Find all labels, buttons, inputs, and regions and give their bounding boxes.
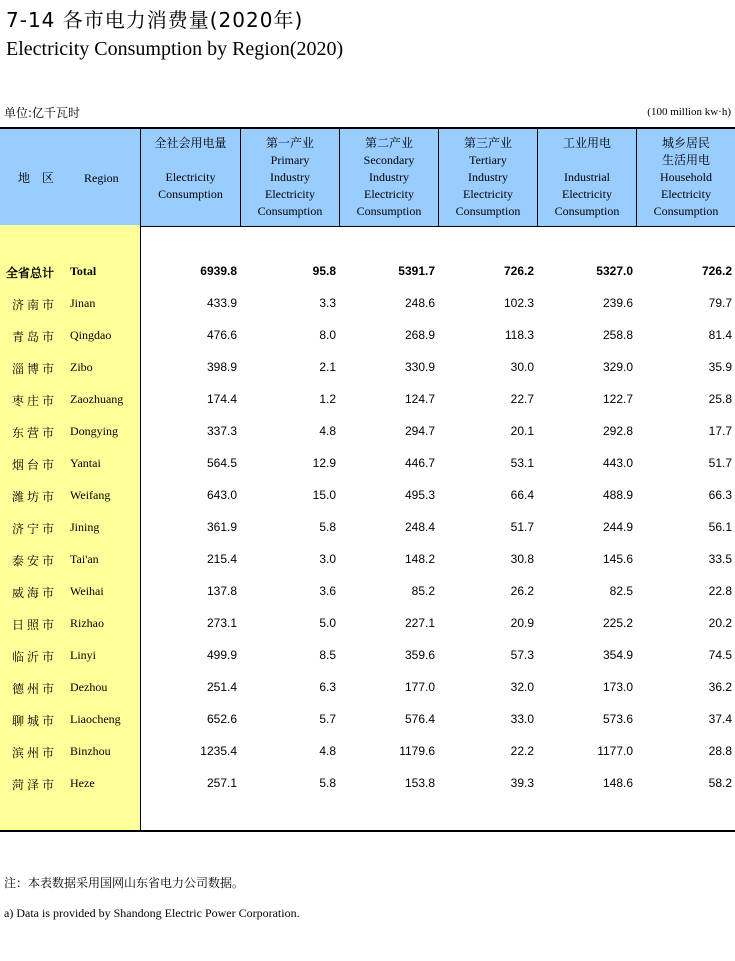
cell-value: 51.7 (510, 520, 534, 534)
cell-value: 239.6 (602, 296, 633, 310)
cell-value: 726.2 (503, 264, 534, 278)
cell-value: 225.2 (602, 616, 633, 630)
cell-value: 292.8 (602, 424, 633, 438)
cell-value: 294.7 (404, 424, 435, 438)
cell-value: 95.8 (312, 264, 336, 278)
table-header (0, 127, 735, 227)
region-name-cn: 威海市 (12, 586, 58, 600)
header-col-primary (240, 129, 339, 226)
region-name-en: Liaocheng (70, 712, 121, 726)
cell-value: 446.7 (404, 456, 435, 470)
cell-value: 3.3 (319, 296, 336, 310)
cell-value: 66.4 (510, 488, 534, 502)
region-name-en: Binzhou (70, 744, 111, 758)
header-col-tertiary-cn: 第三产业 (463, 136, 512, 150)
header-col-total-en3: Consumption (158, 187, 223, 201)
table-row (0, 710, 735, 730)
cell-value: 26.2 (510, 584, 534, 598)
cell-value: 58.2 (708, 776, 732, 790)
page-title-en: Electricity Consumption by Region(2020) (6, 38, 344, 60)
header-col-household-cn: 城乡居民 (661, 136, 710, 150)
cell-value: 6.3 (319, 680, 336, 694)
cell-value: 268.9 (404, 328, 435, 342)
cell-value: 573.6 (602, 712, 633, 726)
cell-value: 248.4 (404, 520, 435, 534)
table-row (0, 454, 735, 474)
unit-label-cn: 单位:亿千瓦时 (4, 106, 81, 120)
cell-value: 22.8 (708, 584, 732, 598)
region-name-en: Jinan (70, 296, 96, 310)
region-name-cn: 临沂市 (12, 650, 58, 664)
region-name-en: Qingdao (70, 328, 112, 342)
cell-value: 726.2 (701, 264, 732, 278)
cell-value: 57.3 (510, 648, 534, 662)
region-name-cn: 日照市 (12, 618, 58, 632)
cell-value: 33.0 (510, 712, 534, 726)
header-col-secondary-en3: Electricity (364, 187, 414, 201)
cell-value: 488.9 (602, 488, 633, 502)
header-col-secondary-en4: Consumption (356, 204, 422, 218)
unit-label-en: (100 million kw·h) (647, 106, 731, 118)
header-col-tertiary-en1: Tertiary (469, 153, 507, 167)
cell-value: 576.4 (404, 712, 435, 726)
cell-value: 148.6 (602, 776, 633, 790)
table-row (0, 294, 735, 314)
cell-value: 25.8 (708, 392, 732, 406)
cell-value: 354.9 (602, 648, 633, 662)
header-col-household (636, 129, 735, 226)
cell-value: 177.0 (404, 680, 435, 694)
cell-value: 1235.4 (200, 744, 237, 758)
header-col-total-en2: Electricity (165, 170, 216, 184)
header-col-household-cn2: 生活用电 (661, 153, 710, 167)
cell-value: 443.0 (602, 456, 633, 470)
cell-value: 173.0 (602, 680, 633, 694)
table-row (0, 582, 735, 602)
region-name-cn: 泰安市 (12, 554, 58, 568)
cell-value: 79.7 (708, 296, 732, 310)
region-name-cn: 德州市 (12, 682, 58, 696)
cell-value: 6939.8 (200, 264, 237, 278)
cell-value: 1179.6 (399, 744, 435, 758)
cell-value: 37.4 (708, 712, 732, 726)
cell-value: 20.2 (708, 616, 732, 630)
cell-value: 153.8 (404, 776, 435, 790)
region-name-cn: 滨州市 (12, 746, 58, 760)
cell-value: 56.1 (708, 520, 732, 534)
region-name-cn: 枣庄市 (12, 394, 58, 408)
header-col-tertiary-en3: Electricity (463, 187, 513, 201)
cell-value: 273.1 (206, 616, 237, 630)
region-name-en: Dongying (70, 424, 118, 438)
table-row (0, 742, 735, 762)
region-name-en: Zibo (70, 360, 93, 374)
cell-value: 30.8 (510, 552, 534, 566)
cell-value: 359.6 (404, 648, 435, 662)
table-row (0, 678, 735, 698)
region-name-cn: 菏泽市 (12, 778, 58, 792)
region-name-cn: 聊城市 (12, 714, 58, 728)
header-col-total (140, 129, 240, 226)
table-row (0, 486, 735, 506)
region-name-en: Total (70, 264, 97, 278)
cell-value: 85.2 (411, 584, 435, 598)
cell-value: 337.3 (206, 424, 237, 438)
cell-value: 476.6 (206, 328, 237, 342)
region-name-cn: 全省总计 (6, 266, 55, 280)
cell-value: 20.9 (510, 616, 534, 630)
cell-value: 174.4 (206, 392, 237, 406)
cell-value: 4.8 (319, 744, 336, 758)
region-name-cn: 济宁市 (12, 522, 58, 536)
cell-value: 5.7 (319, 712, 336, 726)
cell-value: 3.0 (319, 552, 336, 566)
cell-value: 4.8 (319, 424, 336, 438)
cell-value: 329.0 (602, 360, 633, 374)
cell-value: 5.8 (319, 520, 336, 534)
cell-value: 361.9 (206, 520, 237, 534)
header-col-primary-en2: Industry (270, 170, 310, 184)
table-row (0, 550, 735, 570)
cell-value: 36.2 (708, 680, 732, 694)
header-col-primary-cn: 第一产业 (265, 136, 314, 150)
cell-value: 398.9 (206, 360, 237, 374)
cell-value: 17.7 (708, 424, 732, 438)
header-col-primary-en3: Electricity (265, 187, 315, 201)
region-name-en: Heze (70, 776, 95, 790)
cell-value: 74.5 (708, 648, 732, 662)
cell-value: 122.7 (602, 392, 633, 406)
header-col-household-en3: Consumption (653, 204, 719, 218)
region-name-en: Yantai (70, 456, 101, 470)
header-col-secondary (339, 129, 438, 226)
header-col-secondary-en1: Secondary (363, 153, 415, 167)
cell-value: 8.5 (319, 648, 336, 662)
cell-value: 81.4 (708, 328, 732, 342)
cell-value: 124.7 (404, 392, 435, 406)
region-name-en: Dezhou (70, 680, 108, 694)
region-name-cn: 淄博市 (12, 362, 58, 376)
cell-value: 148.2 (404, 552, 435, 566)
cell-value: 22.2 (510, 744, 534, 758)
cell-value: 33.5 (708, 552, 732, 566)
cell-value: 102.3 (503, 296, 534, 310)
cell-value: 39.3 (510, 776, 534, 790)
header-col-total-cn: 全社会用电量 (154, 136, 227, 150)
cell-value: 51.7 (708, 456, 732, 470)
cell-value: 1177.0 (597, 744, 633, 758)
table-row (0, 326, 735, 346)
region-name-en: Tai'an (70, 552, 99, 566)
region-name-cn: 潍坊市 (12, 490, 58, 504)
header-col-industrial-en3: Electricity (562, 187, 612, 201)
cell-value: 244.9 (602, 520, 633, 534)
cell-value: 30.0 (510, 360, 534, 374)
cell-value: 433.9 (206, 296, 237, 310)
region-name-en: Weifang (70, 488, 111, 502)
cell-value: 3.6 (319, 584, 336, 598)
page-title-cn: 7-14 各市电力消费量(2020年) (6, 8, 304, 32)
cell-value: 5.8 (319, 776, 336, 790)
header-col-secondary-en2: Industry (369, 170, 409, 184)
cell-value: 5.0 (319, 616, 336, 630)
region-name-en: Weihai (70, 584, 104, 598)
cell-value: 2.1 (319, 360, 336, 374)
cell-value: 137.8 (206, 584, 237, 598)
footnote-en: a) Data is provided by Shandong Electric Power Corporation. (4, 906, 300, 920)
header-col-primary-en4: Consumption (257, 204, 323, 218)
cell-value: 66.3 (708, 488, 732, 502)
region-name-cn: 东营市 (12, 426, 58, 440)
cell-value: 643.0 (206, 488, 237, 502)
cell-value: 22.7 (510, 392, 534, 406)
region-name-en: Rizhao (70, 616, 104, 630)
region-name-en: Zaozhuang (70, 392, 124, 406)
cell-value: 1.2 (319, 392, 336, 406)
header-col-industrial-en4: Consumption (554, 204, 620, 218)
header-col-industrial-cn: 工业用电 (562, 136, 611, 150)
cell-value: 227.1 (404, 616, 435, 630)
cell-value: 8.0 (319, 328, 336, 342)
table-row (0, 614, 735, 634)
cell-value: 53.1 (510, 456, 534, 470)
cell-value: 15.0 (312, 488, 336, 502)
cell-value: 20.1 (510, 424, 534, 438)
region-name-cn: 烟台市 (12, 458, 58, 472)
header-region-cn: 地 区 (18, 171, 58, 185)
table-row (0, 774, 735, 794)
cell-value: 82.5 (609, 584, 633, 598)
cell-value: 652.6 (206, 712, 237, 726)
table-row (0, 518, 735, 538)
header-col-tertiary-en2: Industry (468, 170, 508, 184)
cell-value: 5391.7 (398, 264, 435, 278)
header-col-industrial-en2: Industrial (564, 170, 610, 184)
footnote-cn: 注：本表数据采用国网山东省电力公司数据。 (4, 876, 245, 890)
cell-value: 248.6 (404, 296, 435, 310)
header-col-primary-en1: Primary (270, 153, 310, 167)
cell-value: 257.1 (206, 776, 237, 790)
table-bottom-rule (0, 830, 735, 832)
table-row (0, 646, 735, 666)
cell-value: 28.8 (708, 744, 732, 758)
header-region-en: Region (84, 171, 119, 185)
table-row-total (0, 262, 735, 282)
cell-value: 215.4 (206, 552, 237, 566)
cell-value: 35.9 (708, 360, 732, 374)
cell-value: 564.5 (206, 456, 237, 470)
cell-value: 5327.0 (596, 264, 633, 278)
cell-value: 32.0 (510, 680, 534, 694)
table-row (0, 390, 735, 410)
cell-value: 251.4 (206, 680, 237, 694)
cell-value: 330.9 (404, 360, 435, 374)
region-name-cn: 济南市 (12, 298, 58, 312)
table-row (0, 422, 735, 442)
cell-value: 499.9 (206, 648, 237, 662)
cell-value: 258.8 (602, 328, 633, 342)
header-col-industrial (537, 129, 636, 226)
region-name-en: Linyi (70, 648, 96, 662)
cell-value: 145.6 (602, 552, 633, 566)
header-col-secondary-cn: 第二产业 (364, 136, 413, 150)
header-col-household-en2: Electricity (661, 187, 711, 201)
table-row (0, 358, 735, 378)
region-name-en: Jining (70, 520, 100, 534)
region-name-cn: 青岛市 (12, 330, 58, 344)
cell-value: 495.3 (404, 488, 435, 502)
header-col-tertiary (438, 129, 537, 226)
cell-value: 12.9 (312, 456, 336, 470)
header-col-tertiary-en4: Consumption (455, 204, 521, 218)
cell-value: 118.3 (504, 328, 534, 342)
header-col-household-en1: Household (660, 170, 712, 184)
